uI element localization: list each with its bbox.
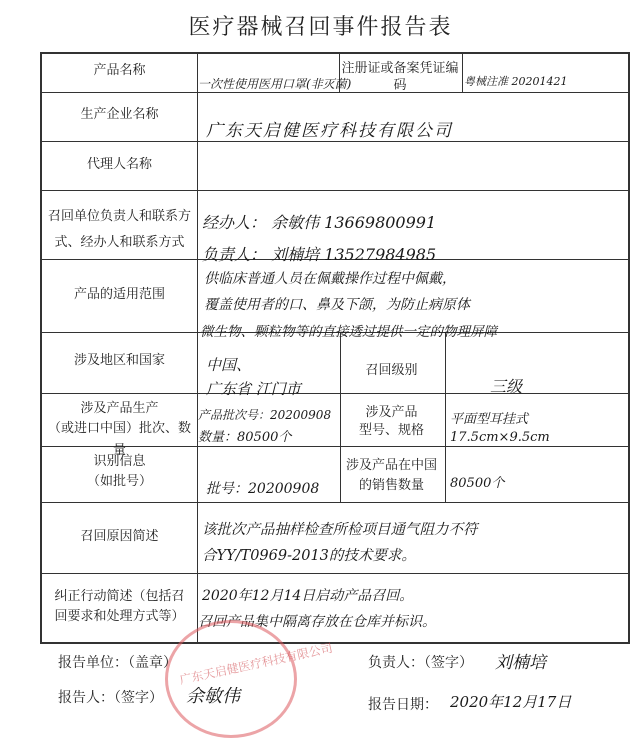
label-id-line1: 识别信息 [93,454,146,469]
value-recall-level: 三级 [490,377,523,396]
value-action-line1: 2020年12月14日启动产品召回。 [202,588,414,604]
footer-report-date: 2020年12月17日 [450,693,572,711]
label-contact-line1: 召回单位负责人和联系方 [47,209,191,224]
footer-report-unit: 报告单位：（盖章） [58,655,177,671]
label-sales-line1: 涉及产品在中国 [345,458,437,473]
footer-reporter-name: 余敏伟 [186,686,240,707]
label-batch-line2: （或进口中国）批次、数量 [47,421,191,458]
value-quantity: 数量：80500个 [198,430,292,445]
value-sales-qty: 80500个 [450,476,505,491]
label-model-line2: 型号、规格 [358,423,424,438]
value-reason-line2: 合YY/T0969-2013的技术要求。 [202,548,416,564]
label-batch-line1: 涉及产品生产 [80,401,159,416]
label-region: 涉及地区和国家 [73,353,165,368]
row-divider [42,92,628,93]
footer-responsible-name: 刘楠培 [495,653,546,673]
label-manufacturer: 生产企业名称 [80,107,159,122]
value-scope-line3: 微生物、颗粒物等的直接透过提供一定的物理屏障 [200,324,497,340]
label-sales-line2: 的销售数量 [358,478,424,493]
row-divider [42,190,628,191]
value-region-line1: 中国、 [206,356,252,374]
row-divider [42,573,628,574]
label-action-line2: 回要求和处理方式等） [54,609,185,624]
label-product-name: 产品名称 [93,63,146,78]
value-region-line2: 广东省 江门市 [206,380,301,398]
row-divider [42,141,628,142]
seal-text: 广东天启健医疗科技有限公司 [178,640,334,688]
value-reason-line1: 该批次产品抽样检查所检项目通气阻力不符 [202,522,478,538]
value-model: 平面型耳挂式 [450,412,529,427]
value-manufacturer: 广东天启健医疗科技有限公司 [206,121,453,141]
col-divider [445,332,446,502]
value-responsible: 负责人： 刘楠培 13527984985 [202,245,437,264]
label-action-line1: 纠正行动简述（包括召 [54,589,185,604]
value-scope-line2: 覆盖使用者的口、鼻及下颌，为防止病原体 [204,297,470,313]
footer-report-date-label: 报告日期： [368,697,438,713]
value-action-line2: 召回产品集中隔离存放在仓库并标识。 [198,614,436,630]
value-spec: 17.5cm×9.5cm [450,430,550,445]
value-batch-no: 产品批次号：20200908 [198,408,332,422]
value-id-info: 批号：20200908 [206,481,320,497]
footer-reporter: 报告人：（签字） [58,690,163,706]
label-scope: 产品的适用范围 [73,287,165,302]
label-recall-level: 召回级别 [365,363,418,378]
label-reason: 召回原因简述 [80,529,159,544]
value-scope-line1: 供临床普通人员在佩戴操作过程中佩戴， [204,271,456,287]
value-product-name: 一次性使用医用口罩(非灭菌) [198,77,352,91]
col-divider [197,54,198,642]
form-title: 医疗器械召回事件报告表 [188,15,453,40]
label-registration-no: 注册证或备案凭证编码 [341,61,459,93]
footer-responsible-sign: 负责人：（签字） [368,655,473,671]
col-divider [462,54,463,92]
value-handler: 经办人： 余敏伟 13669800991 [202,213,437,232]
value-registration-no: 粤械注准 20201421 [464,75,568,88]
row-divider [42,502,628,503]
label-contact-line2: 式、经办人和联系方式 [54,235,185,250]
company-seal [165,620,334,738]
label-model-line1: 涉及产品 [365,405,418,420]
row-divider [42,393,628,394]
label-id-line2: （如批号） [86,474,152,489]
label-agent: 代理人名称 [86,157,152,172]
